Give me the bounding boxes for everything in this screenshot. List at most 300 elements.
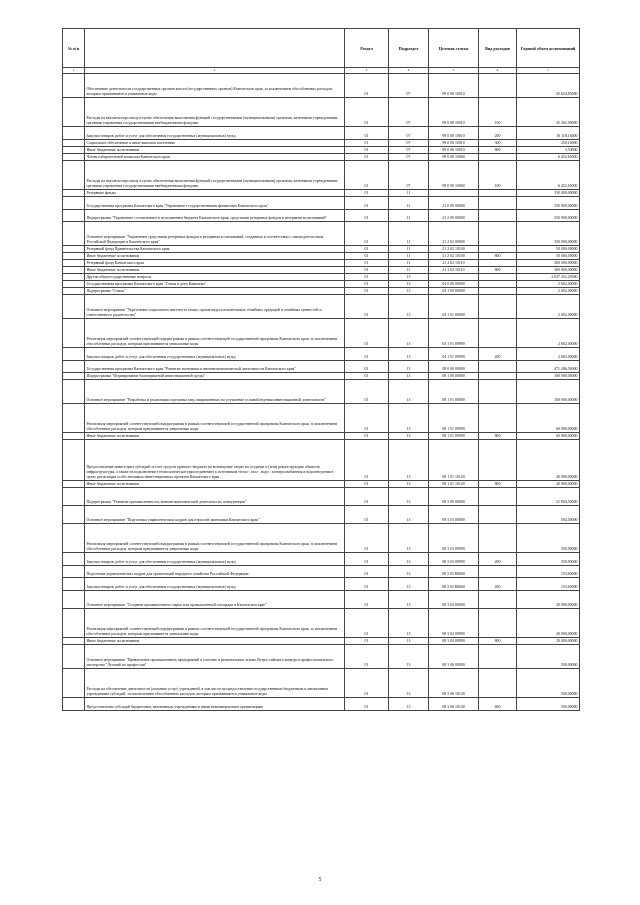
- row-amount: 35 262,99000: [517, 97, 580, 126]
- table-row: [63, 189, 580, 196]
- row-expense-type: [479, 274, 517, 281]
- row-name: Подготовка управленческих кадров для организаций народного хозяйства Российской Федерации: [85, 565, 345, 578]
- budget-table: [62, 28, 580, 711]
- table-row: [63, 669, 580, 698]
- row-amount: 350 000,00000: [517, 196, 580, 209]
- table-row: [63, 126, 580, 139]
- table-row: [63, 591, 580, 609]
- row-number: [63, 553, 85, 566]
- column-number: 7: [517, 68, 580, 74]
- row-razdel: 01: [345, 433, 389, 440]
- row-expense-type: [479, 189, 517, 196]
- row-name: Предоставление инвесторам субсидий за счет средств краевого бюджета на возмещение затрат на создание и (или) реконструкцию объектов инфраструктуры, а также на подключение (технологическое присоединение) к источникам тепло-, газо-, водо-, электроснабжения и водоотведения в целях реализации особо значимых инвестиционных проектов Камчатского края: [85, 440, 345, 480]
- row-number: [63, 245, 85, 252]
- row-name: Закупка товаров, работ и услуг для обеспечения государственных (муниципальных) нужд: [85, 348, 345, 361]
- table-row: [63, 153, 580, 160]
- table-row: [63, 578, 580, 591]
- table-row: [63, 160, 580, 189]
- row-number: [63, 404, 85, 433]
- row-expense-type: 600: [479, 698, 517, 711]
- row-target-article: 99 0 00 10060: [429, 160, 479, 189]
- row-number: [63, 360, 85, 373]
- row-podrazdel: 07: [389, 97, 429, 126]
- row-amount: 50 000,00000: [517, 245, 580, 252]
- header-podrazdel: Подраздел: [389, 29, 429, 68]
- row-amount: 2 637 252,29300: [517, 274, 580, 281]
- row-podrazdel: 13: [389, 274, 429, 281]
- row-razdel: 01: [345, 196, 389, 209]
- row-razdel: 01: [345, 373, 389, 380]
- row-name: Реализация мероприятий соответствующей подпрограммы в рамках соответствующей государственной программы Камчатского края, за исключением обособленных расходов, которым присваиваются уникальные коды: [85, 318, 345, 347]
- row-razdel: 01: [345, 487, 389, 505]
- row-name: Подпрограмма "Управление составлением и исполнением бюджета Камчатского края, средствами резервных фондов и резервами ассигнований": [85, 209, 345, 222]
- row-podrazdel: 13: [389, 591, 429, 609]
- row-podrazdel: 11: [389, 259, 429, 266]
- table-row: [63, 252, 580, 259]
- table-row: [63, 139, 580, 146]
- row-name: Основное мероприятие "Разработка и реализация отдельных мер, направленных на улучшение условий ведения инвестиционной деятельности": [85, 380, 345, 404]
- row-target-article: 99 0 00 10010: [429, 74, 479, 98]
- row-name: Иные бюджетные ассигнования: [85, 146, 345, 153]
- row-razdel: 01: [345, 591, 389, 609]
- table-row: [63, 638, 580, 645]
- row-expense-type: 800: [479, 433, 517, 440]
- row-target-article: 08 3 04 09990: [429, 638, 479, 645]
- row-podrazdel: 13: [389, 295, 429, 319]
- row-amount: 10 118,16000: [517, 126, 580, 139]
- row-podrazdel: 07: [389, 74, 429, 98]
- row-razdel: 01: [345, 189, 389, 196]
- row-expense-type: 800: [479, 146, 517, 153]
- row-razdel: 01: [345, 160, 389, 189]
- row-podrazdel: 13: [389, 669, 429, 698]
- page-number: 5: [318, 877, 322, 883]
- row-podrazdel: 13: [389, 524, 429, 553]
- row-name: Расходы на выплаты персоналу в целях обеспечения выполнения функций государственными (муниципальными) органами, казенными учреждениями, органами управления государственными внебюджетными фондами: [85, 97, 345, 126]
- row-podrazdel: 13: [389, 645, 429, 669]
- table-row: [63, 433, 580, 440]
- row-amount: 250,16000: [517, 139, 580, 146]
- row-expense-type: [479, 669, 517, 698]
- column-number: 1: [63, 68, 85, 74]
- header-row: [63, 29, 580, 68]
- row-expense-type: 800: [479, 638, 517, 645]
- table-row: [63, 645, 580, 669]
- row-target-article: 21 2 02 10100: [429, 245, 479, 252]
- row-podrazdel: 11: [389, 252, 429, 259]
- row-expense-type: 100: [479, 160, 517, 189]
- row-expense-type: [479, 440, 517, 480]
- row-amount: 60 000,00000: [517, 433, 580, 440]
- row-target-article: 21 2 02 00000: [429, 222, 479, 246]
- row-name: Иные бюджетные ассигнования: [85, 638, 345, 645]
- table-row: [63, 97, 580, 126]
- table-row: [63, 295, 580, 319]
- row-target-article: 08 3 06 10140: [429, 698, 479, 711]
- table-row: [63, 609, 580, 638]
- table-header: [63, 29, 580, 74]
- row-name: Расходы на выплаты персоналу в целях обеспечения выполнения функций государственными (муниципальными) органами, казенными учреждениями, органами управления государственными внебюджетными фондами: [85, 160, 345, 189]
- row-expense-type: [479, 318, 517, 347]
- row-expense-type: 300: [479, 139, 517, 146]
- row-expense-type: 800: [479, 266, 517, 273]
- row-number: [63, 638, 85, 645]
- row-amount: 153,60000: [517, 578, 580, 591]
- row-razdel: 01: [345, 222, 389, 246]
- row-podrazdel: 07: [389, 126, 429, 139]
- row-podrazdel: 11: [389, 266, 429, 273]
- row-podrazdel: 13: [389, 480, 429, 487]
- row-podrazdel: 11: [389, 245, 429, 252]
- column-number: 2: [85, 68, 345, 74]
- row-name: Основное мероприятие "Создание промышленного парка или промышленной площадки в Камчатском крае": [85, 591, 345, 609]
- header-annual-amount: Годовой объем ассигнований: [517, 29, 580, 68]
- row-number: [63, 591, 85, 609]
- row-target-article: 99 0 00 10010: [429, 126, 479, 139]
- row-razdel: 01: [345, 153, 389, 160]
- table-row: [63, 196, 580, 209]
- row-razdel: 01: [345, 645, 389, 669]
- row-name: Обеспечение деятельности государственных органов власти (государственных органов) Камчатского края, за исключением обособленных расходов, которым присваиваются уникальные коды: [85, 74, 345, 98]
- row-number: [63, 565, 85, 578]
- row-name: Предоставление субсидий бюджетным, автономным учреждениям и иным некоммерческим организациям: [85, 698, 345, 711]
- table-row: [63, 288, 580, 295]
- row-razdel: 01: [345, 480, 389, 487]
- table-row: [63, 565, 580, 578]
- row-amount: 504,50000: [517, 505, 580, 523]
- row-razdel: 01: [345, 295, 389, 319]
- row-podrazdel: 07: [389, 160, 429, 189]
- row-target-article: 08 1 00 00000: [429, 373, 479, 380]
- row-razdel: 01: [345, 288, 389, 295]
- row-target-article: 99 0 00 10010: [429, 139, 479, 146]
- row-podrazdel: 13: [389, 380, 429, 404]
- row-number: [63, 160, 85, 189]
- column-number: 3: [345, 68, 389, 74]
- row-razdel: 01: [345, 146, 389, 153]
- row-number: [63, 189, 85, 196]
- row-razdel: 01: [345, 638, 389, 645]
- row-expense-type: [479, 524, 517, 553]
- row-number: [63, 74, 85, 98]
- row-number: [63, 146, 85, 153]
- row-podrazdel: 13: [389, 565, 429, 578]
- row-target-article: 04 1 01 00000: [429, 295, 479, 319]
- header-expense-type: Вид расходов: [479, 29, 517, 68]
- row-target-article: 08 3 03 00000: [429, 505, 479, 523]
- row-razdel: 01: [345, 404, 389, 433]
- row-podrazdel: 13: [389, 505, 429, 523]
- table-row: [63, 222, 580, 246]
- row-target-article: 21 2 00 00000: [429, 209, 479, 222]
- row-razdel: 01: [345, 553, 389, 566]
- row-number: [63, 266, 85, 273]
- table-row: [63, 146, 580, 153]
- row-name: Другие общегосударственные вопросы: [85, 274, 345, 281]
- row-number: [63, 669, 85, 698]
- row-target-article: 08 3 06 10140: [429, 669, 479, 698]
- row-number: [63, 645, 85, 669]
- row-amount: 40 000,00000: [517, 440, 580, 480]
- row-amount: 2 602,00000: [517, 318, 580, 347]
- row-podrazdel: 13: [389, 698, 429, 711]
- row-amount: 500,00000: [517, 669, 580, 698]
- table-row: [63, 404, 580, 433]
- row-amount: 300 000,00000: [517, 266, 580, 273]
- row-name: Основное мероприятие "Подготовка управленческих кадров для отраслей экономики Камчатского края": [85, 505, 345, 523]
- row-razdel: 01: [345, 97, 389, 126]
- row-target-article: 21 2 02 10110: [429, 259, 479, 266]
- row-expense-type: 200: [479, 553, 517, 566]
- row-name: Государственная программа Камчатского края "Развитие экономики и внешнеэкономической деятельности Камчатского края": [85, 360, 345, 373]
- row-name: Закупка товаров, работ и услуг для обеспечения государственных (муниципальных) нужд: [85, 578, 345, 591]
- row-razdel: 01: [345, 281, 389, 288]
- row-amount: 350 000,00000: [517, 189, 580, 196]
- row-razdel: 01: [345, 126, 389, 139]
- table-row: [63, 209, 580, 222]
- row-razdel: 01: [345, 266, 389, 273]
- row-name: Иные бюджетные ассигнования: [85, 252, 345, 259]
- row-expense-type: [479, 360, 517, 373]
- row-target-article: 04 1 01 09990: [429, 348, 479, 361]
- row-number: [63, 433, 85, 440]
- row-expense-type: [479, 153, 517, 160]
- row-expense-type: [479, 609, 517, 638]
- row-target-article: 08 3 03 09990: [429, 553, 479, 566]
- row-name: Социальное обеспечение и иные выплаты населению: [85, 139, 345, 146]
- row-expense-type: [479, 281, 517, 288]
- row-target-article: 99 0 00 10060: [429, 153, 479, 160]
- row-amount: 21 004,50000: [517, 487, 580, 505]
- column-number: 4: [389, 68, 429, 74]
- row-target-article: 04 0 00 00000: [429, 281, 479, 288]
- row-name: Иные бюджетные ассигнования: [85, 433, 345, 440]
- row-number: [63, 318, 85, 347]
- row-razdel: 01: [345, 565, 389, 578]
- table-row: [63, 698, 580, 711]
- table-row: [63, 74, 580, 98]
- row-podrazdel: 07: [389, 139, 429, 146]
- row-amount: 2 602,00000: [517, 288, 580, 295]
- row-amount: 350 000,00000: [517, 209, 580, 222]
- row-podrazdel: 13: [389, 281, 429, 288]
- table-body: [63, 74, 580, 711]
- row-expense-type: [479, 565, 517, 578]
- row-podrazdel: 13: [389, 288, 429, 295]
- row-target-article: 08 1 01 09990: [429, 404, 479, 433]
- row-target-article: 21 0 00 00000: [429, 196, 479, 209]
- row-podrazdel: 13: [389, 553, 429, 566]
- row-name: Расходы на обеспечение деятельности (оказание услуг) учреждений, в том числе на предоставление государственным бюджетным и автономным учреждениям субсидий, за исключением обособленных расходов, которым присваиваются уникальные коды: [85, 669, 345, 698]
- table-row: [63, 281, 580, 288]
- row-target-article: [429, 274, 479, 281]
- row-name: Государственная программа Камчатского края "Управление государственными финансами Камчатского края": [85, 196, 345, 209]
- row-podrazdel: 13: [389, 360, 429, 373]
- row-name: Закупка товаров, работ и услуг для обеспечения государственных (муниципальных) нужд: [85, 553, 345, 566]
- row-podrazdel: 13: [389, 638, 429, 645]
- row-razdel: 01: [345, 524, 389, 553]
- row-expense-type: [479, 645, 517, 669]
- table-row: [63, 380, 580, 404]
- row-razdel: 01: [345, 209, 389, 222]
- table-row: [63, 348, 580, 361]
- row-number: [63, 373, 85, 380]
- row-expense-type: [479, 505, 517, 523]
- row-number: [63, 380, 85, 404]
- row-razdel: 01: [345, 348, 389, 361]
- row-amount: 100 000,00000: [517, 373, 580, 380]
- row-podrazdel: 13: [389, 404, 429, 433]
- row-amount: 350,90000: [517, 553, 580, 566]
- row-razdel: 01: [345, 360, 389, 373]
- row-number: [63, 288, 85, 295]
- row-amount: 500,00000: [517, 698, 580, 711]
- column-number: 6: [479, 68, 517, 74]
- row-amount: 20 000,00000: [517, 638, 580, 645]
- row-target-article: 04 1 00 00000: [429, 288, 479, 295]
- row-amount: 20 000,00000: [517, 609, 580, 638]
- table-row: [63, 553, 580, 566]
- row-target-article: [429, 189, 479, 196]
- row-razdel: 01: [345, 245, 389, 252]
- table-row: [63, 480, 580, 487]
- table-row: [63, 318, 580, 347]
- row-name: Реализация мероприятий соответствующей подпрограммы в рамках соответствующей государственной программы Камчатского края, за исключением обособленных расходов, которым присваиваются уникальные коды: [85, 609, 345, 638]
- row-expense-type: [479, 74, 517, 98]
- table-row: [63, 274, 580, 281]
- row-target-article: 21 2 02 10110: [429, 266, 479, 273]
- row-target-article: 08 1 01 10120: [429, 440, 479, 480]
- row-target-article: 08 0 00 00000: [429, 360, 479, 373]
- row-name: Основное мероприятие "Укрепление социального института семьи, пропаганда положительных семейных традиций и семейных ценностей и ответственного родительства": [85, 295, 345, 319]
- row-number: [63, 196, 85, 209]
- row-expense-type: [479, 380, 517, 404]
- row-razdel: 01: [345, 252, 389, 259]
- row-podrazdel: 13: [389, 433, 429, 440]
- row-expense-type: 800: [479, 480, 517, 487]
- table-row: [63, 487, 580, 505]
- table-row: [63, 373, 580, 380]
- row-name: Резервные фонды: [85, 189, 345, 196]
- row-razdel: 01: [345, 698, 389, 711]
- row-number: [63, 440, 85, 480]
- row-number: [63, 505, 85, 523]
- row-expense-type: [479, 295, 517, 319]
- row-number: [63, 209, 85, 222]
- row-target-article: 08 1 01 09990: [429, 433, 479, 440]
- row-expense-type: [479, 288, 517, 295]
- row-expense-type: [479, 209, 517, 222]
- table-row: [63, 505, 580, 523]
- row-number: [63, 252, 85, 259]
- row-name: Основное мероприятие "Привлечение промышленных предприятий к участию в региональных этапах Всероссийского конкурса профессионального мастерства "Лучший по профессии": [85, 645, 345, 669]
- row-amount: 50 000,00000: [517, 252, 580, 259]
- table-row: [63, 245, 580, 252]
- row-target-article: 08 1 01 00000: [429, 380, 479, 404]
- row-number: [63, 524, 85, 553]
- row-number: [63, 480, 85, 487]
- row-number: [63, 281, 85, 288]
- row-target-article: 08 3 04 09990: [429, 609, 479, 638]
- row-name: Подпрограмма "Формирование благоприятной инвестиционной среды": [85, 373, 345, 380]
- row-name: Резервный фонд Правительства Камчатского края: [85, 245, 345, 252]
- row-razdel: 01: [345, 259, 389, 266]
- row-amount: 2 602,00000: [517, 348, 580, 361]
- row-target-article: 08 3 03 09990: [429, 524, 479, 553]
- row-amount: 40 000,00000: [517, 480, 580, 487]
- row-name: Подпрограмма "Развитие промышленности, внешнеэкономической деятельности, конкуренции": [85, 487, 345, 505]
- row-number: [63, 153, 85, 160]
- row-expense-type: [479, 196, 517, 209]
- row-podrazdel: 07: [389, 146, 429, 153]
- table-row: [63, 266, 580, 273]
- row-expense-type: 200: [479, 348, 517, 361]
- row-number: [63, 487, 85, 505]
- row-podrazdel: 13: [389, 348, 429, 361]
- row-number: [63, 698, 85, 711]
- row-expense-type: [479, 487, 517, 505]
- row-expense-type: [479, 373, 517, 380]
- row-podrazdel: 13: [389, 440, 429, 480]
- row-number: [63, 274, 85, 281]
- row-name: Реализация мероприятий соответствующей подпрограммы в рамках соответствующей государственной программы Камчатского края, за исключением обособленных расходов, которым присваиваются уникальные коды: [85, 524, 345, 553]
- row-target-article: 99 0 00 10010: [429, 146, 479, 153]
- row-razdel: 01: [345, 609, 389, 638]
- row-razdel: 01: [345, 274, 389, 281]
- row-number: [63, 97, 85, 126]
- row-amount: 350,90000: [517, 524, 580, 553]
- row-expense-type: [479, 404, 517, 433]
- row-target-article: 08 3 03 R0660: [429, 565, 479, 578]
- row-razdel: 01: [345, 139, 389, 146]
- row-expense-type: 100: [479, 97, 517, 126]
- row-podrazdel: 13: [389, 318, 429, 347]
- row-razdel: 01: [345, 505, 389, 523]
- row-podrazdel: 07: [389, 153, 429, 160]
- row-expense-type: 800: [479, 252, 517, 259]
- row-podrazdel: 11: [389, 196, 429, 209]
- table-row: [63, 524, 580, 553]
- row-amount: 20 000,00000: [517, 591, 580, 609]
- row-amount: 6 452,65000: [517, 153, 580, 160]
- row-podrazdel: 13: [389, 578, 429, 591]
- row-expense-type: [479, 259, 517, 266]
- row-expense-type: [479, 591, 517, 609]
- row-target-article: 08 3 04 00000: [429, 591, 479, 609]
- row-razdel: 01: [345, 578, 389, 591]
- row-amount: 60 000,00000: [517, 404, 580, 433]
- row-amount: 2 602,00000: [517, 281, 580, 288]
- row-target-article: 99 0 00 10010: [429, 97, 479, 126]
- row-number: [63, 348, 85, 361]
- row-expense-type: 200: [479, 126, 517, 139]
- row-name: Закупка товаров, работ и услуг для обеспечения государственных (муниципальных) нужд: [85, 126, 345, 139]
- row-target-article: 04 1 01 09990: [429, 318, 479, 347]
- row-number: [63, 578, 85, 591]
- row-amount: 45 634,85000: [517, 74, 580, 98]
- row-number: [63, 126, 85, 139]
- row-number: [63, 609, 85, 638]
- row-expense-type: [479, 222, 517, 246]
- row-amount: 153,60000: [517, 565, 580, 578]
- row-podrazdel: 11: [389, 189, 429, 196]
- row-razdel: 01: [345, 440, 389, 480]
- row-expense-type: 200: [479, 578, 517, 591]
- row-podrazdel: 11: [389, 209, 429, 222]
- row-podrazdel: 11: [389, 222, 429, 246]
- table-row: [63, 440, 580, 480]
- row-target-article: 08 3 03 R0660: [429, 578, 479, 591]
